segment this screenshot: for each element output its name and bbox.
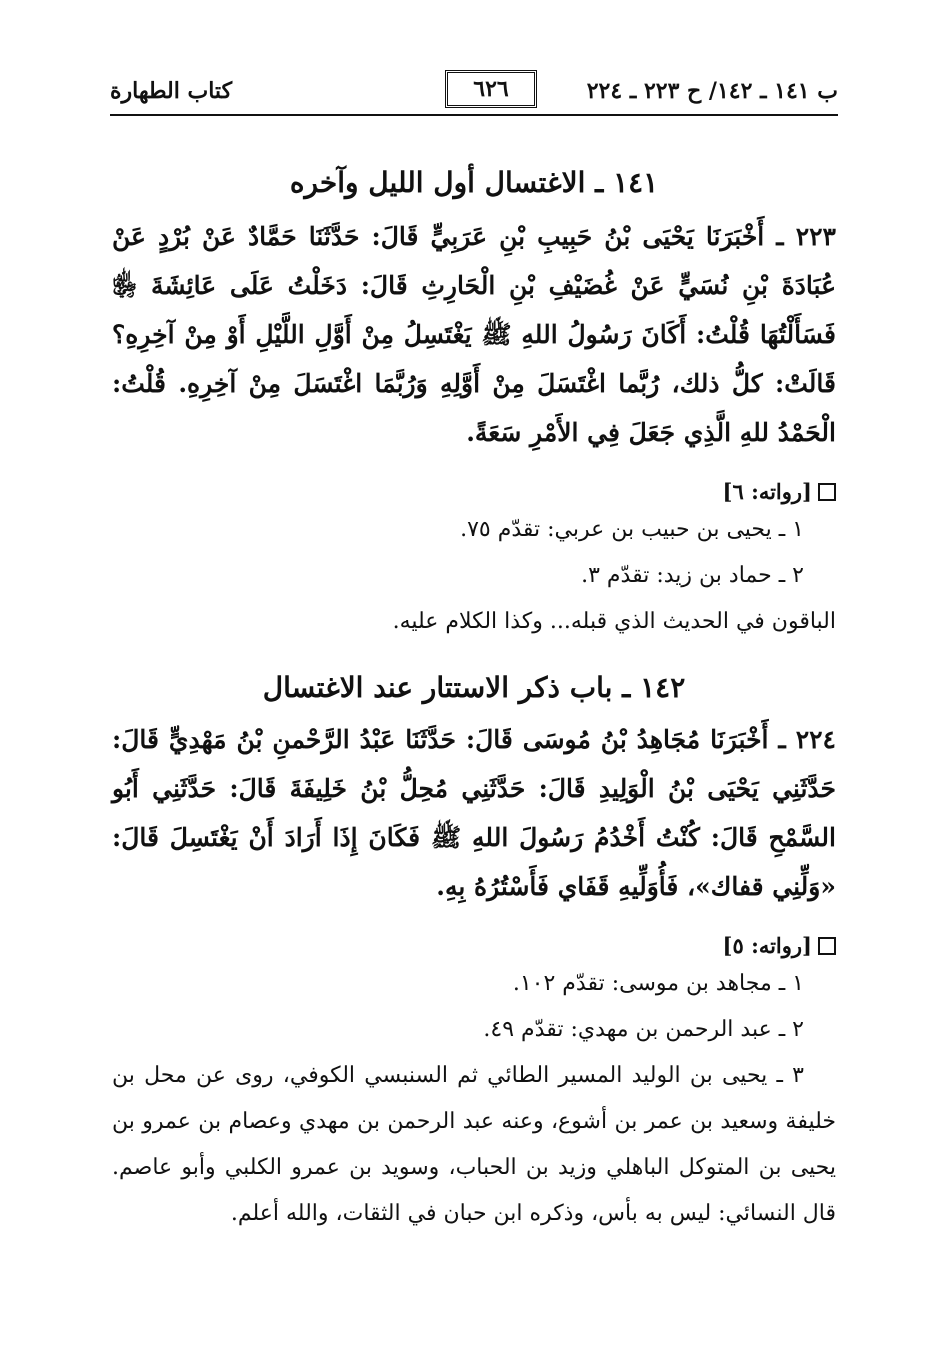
narrator-item: ٢ ـ عبد الرحمن بن مهدي: تقدّم ٤٩. xyxy=(483,1017,804,1042)
narrator-biography: ٣ ـ يحيى بن الوليد المسير الطائي ثم السنبسي الكوفي، روى عن محل بن خليفة وسعيد بن عمر بن أشوع، وعنه عبد الرحمن بن مهدي وعصام بن عمرو بن يحيى بن المتوكل الباهلي وزيد بن الحباب، وسويد بن عمرو الكلبي وأبو عاصم. قال النسائي: ليس به بأس، وذكره ابن حبان في الثقات، والله أعلم. xyxy=(112,1063,836,1226)
page-number-box: ٦٢٦ xyxy=(445,70,537,108)
hadith-223: ٢٢٣ ـ أَخْبَرَنَا يَحْيَى بْنُ حَبِيبِ بْنِ عَرَبِيٍّ قَالَ: حَدَّثَنَا حَمَّادٌ عَنْ بُرْدٍ عَنْ عُبَادَةَ بْنِ نُسَيٍّ عَنْ غُضَيْفِ بْنِ الْحَارِثِ قَالَ: دَخَلْتُ عَلَى عَائِشَةَ ﵂ فَسَأَلْتُهَا قُلْتُ: أَكَانَ رَسُولُ اللهِ ﷺ يَغْتَسِلُ مِنْ أَوَّلِ اللَّيْلِ أَوْ مِنْ آخِرِهِ؟ قَالَتْ: كلُّ ذلك، رُبَّما اغْتَسَلَ مِنْ أَوَّلِهِ وَرُبَّمَا اغْتَسَلَ مِنْ آخِرِهِ. قُلْتُ: الْحَمْدُ للهِ الَّذِي جَعَلَ فِي الأَمْرِ سَعَةً. xyxy=(112,222,836,447)
checkbox-square-icon xyxy=(818,483,836,501)
header-book-title: كتاب الطهارة xyxy=(110,78,233,104)
header-divider xyxy=(110,114,838,116)
hadith-224: ٢٢٤ ـ أَخْبَرَنَا مُجَاهِدُ بْنُ مُوسَى قَالَ: حَدَّثَنَا عَبْدُ الرَّحْمنِ بْنُ مَهْدِيٍّ قَالَ: حَدَّثَنِي يَحْيَى بْنُ الْوَلِيدِ قَالَ: حَدَّثَنِي مُحِلُّ بْنُ خَلِيفَةَ قَالَ: حَدَّثَنِي أَبُو السَّمْحِ قَالَ: كُنْتُ أَخْدُمُ رَسُولَ اللهِ ﷺ فَكَانَ إِذَا أَرَادَ أَنْ يَغْتَسِلَ قَالَ: «وَلِّنِي قفاك»، فَأُوَلِّيهِ قَفَاي فَأَسْتُرُهُ بِهِ. xyxy=(112,725,836,901)
narrator-item: ٢ ـ حماد بن زيد: تقدّم ٣. xyxy=(581,563,804,588)
chapter-title-142: ١٤٢ ـ باب ذكر الاستتار عند الاغتسال xyxy=(262,671,686,704)
narrators-heading xyxy=(112,931,836,961)
page-header xyxy=(110,70,838,110)
chapter-title-141: ١٤١ ـ الاغتسال أول الليل وآخره xyxy=(289,166,659,199)
narrator-item: ١ ـ مجاهد بن موسى: تقدّم ١٠٢. xyxy=(512,971,804,996)
page-content xyxy=(112,160,836,1237)
checkbox-square-icon xyxy=(818,937,836,955)
narrator-item: ١ ـ يحيى بن حبيب بن عربي: تقدّم ٧٥. xyxy=(460,517,804,542)
remaining-narrators-note: الباقون في الحديث الذي قبله... وكذا الكلام عليه. xyxy=(392,609,836,634)
narrators-heading-label: [رواته: ٥] xyxy=(722,933,812,958)
header-reference: ب ١٤١ ـ ١٤٢/ ح ٢٢٣ ـ ٢٢٤ xyxy=(586,78,838,104)
narrators-heading-label: [رواته: ٦] xyxy=(722,479,812,504)
narrators-heading xyxy=(112,477,836,507)
